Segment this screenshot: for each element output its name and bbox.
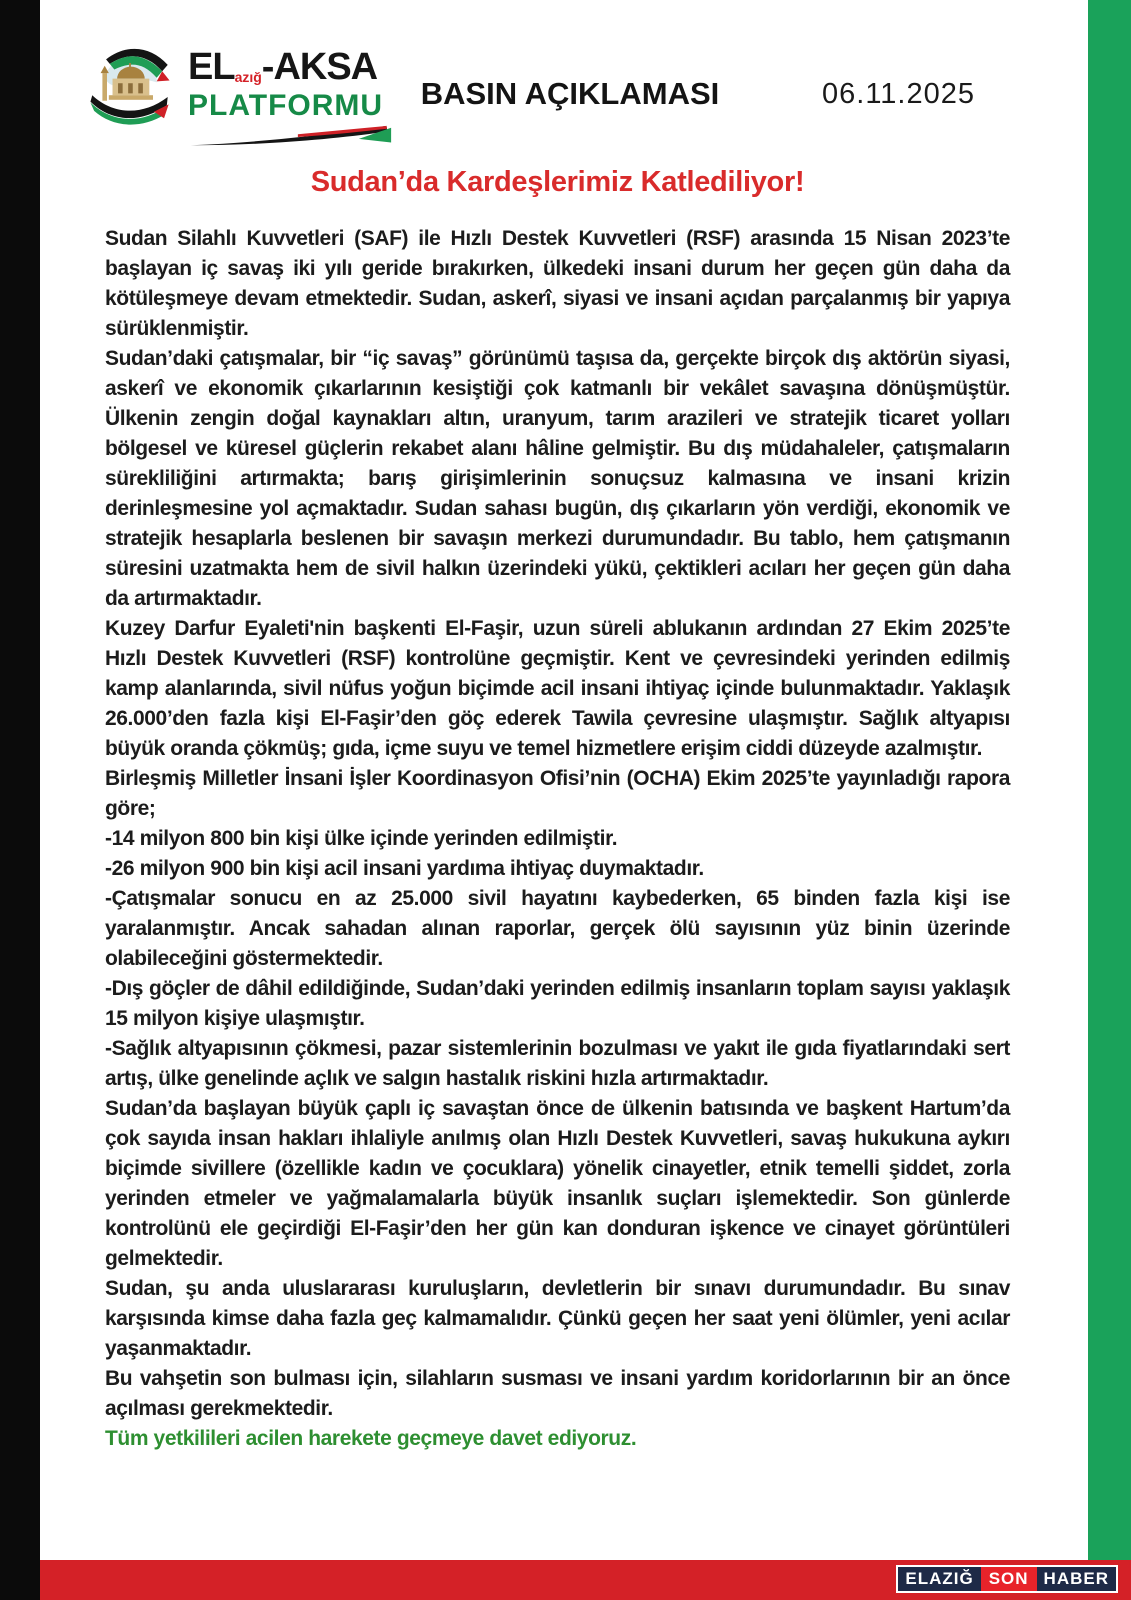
logo-platformu: PLATFORMU [188, 89, 384, 122]
paragraph: Sudan’da başlayan büyük çaplı iç savaştan önce de ülkenin batısında ve başkent Hartum’da çok sayıda insan hakları ihlaliyle anılmış olan Hızlı Destek Kuvvetleri, savaş hukukuna aykırı biçimde sivillere (özellikle kadın ve çocuklara) yönelik cinayetler, etnik temelli şiddet, zorla yerinden etmeler ve yağmalamalarla büyük insanlık suçları işlemektedir. Son günlerde kontrolünü ele geçirdiği El-Faşir’den her gün kan donduran işkence ve cinayet görüntüleri gelmektedir. [105, 1097, 1010, 1270]
list-item-paragraph: -Çatışmalar sonucu en az 25.000 sivil hayatını kaybederken, 65 binden fazla kişi ise yaralanmıştır. Ancak sahadan alınan raporlar, gerçek ölü sayısının yüz binin üzerinde olabileceğini göstermektedir. [105, 887, 1010, 970]
list-item-paragraph: -Dış göçler de dâhil edildiğinde, Sudan’daki yerinden edilmiş insanların toplam sayısı yaklaşık 15 milyon kişiye ulaşmıştır. [105, 977, 1010, 1030]
logo-aksa: -AKSA [261, 46, 378, 88]
badge-haber: HABER [1043, 1569, 1109, 1588]
document-title: Sudan’da Kardeşlerimiz Katlediliyor! [310, 166, 805, 198]
body-text [105, 224, 1010, 1454]
left-black-border [0, 0, 40, 1600]
closing-call-to-action: Tüm yetkilileri acilen harekete geçmeye davet ediyoruz. [105, 1427, 637, 1450]
aqsa-mosque-flag-emblem-icon [84, 40, 176, 132]
paragraph: Sudan’daki çatışmalar, bir “iç savaş” görünümü taşısa da, gerçekte birçok dış aktörün siyasi, askerî ve ekonomik çıkarlarının kesiştiği çok katmanlı bir vekâlet savaşına dönüşmüştür. Ülkenin zengin doğal kaynakları altın, uranyum, tarım arazileri ve stratejik ticaret yolları bölgesel ve küresel güçlerin rekabet alanı hâline gelmiştir. Bu dış müdahaleler, çatışmaların sürekliliğini artırmakta; barış girişimlerinin sonuçsuz kalmasına ve insani krizin derinleşmesine yol açmaktadır. Sudan sahası bugün, dış çıkarların yön verdiği, ekonomik ve stratejik hesaplarla beslenen bir savaşın merkezi durumundadır. Bu tablo, hem çatışmanın süresini uzatmakta hem de sivil halkın üzerindeki yükü, çektikleri acıları her geçen gün daha da artırmaktadır. [105, 347, 1010, 610]
paragraph: Kuzey Darfur Eyaleti'nin başkenti El-Faşir, uzun süreli ablukanın ardından 27 Ekim 2025’te Hızlı Destek Kuvvetleri (RSF) kontrolüne geçmiştir. Kent ve çevresindeki yerinden edilmiş kamp alanlarında, sivil nüfus yoğun biçimde acil insani ihtiyaç içinde bulunmaktadır. Yaklaşık 26.000’den fazla kişi El-Faşir’den göç ederek Tawila çevresine ulaşmıştır. Sağlık altyapısı büyük oranda çökmüş; gıda, içme suyu ve temel hizmetlere erişim ciddi düzeyde azalmıştır. [105, 617, 1010, 760]
right-green-border [1088, 0, 1131, 1560]
list-item-paragraph: -14 milyon 800 bin kişi ülke içinde yerinden edilmiştir. [105, 827, 618, 850]
badge-son: SON [981, 1567, 1037, 1591]
paragraph: Sudan Silahlı Kuvvetleri (SAF) ile Hızlı Destek Kuvvetleri (RSF) arasında 15 Nisan 2023’te başlayan iç savaş iki yılı geride bırakırken, ülkedeki insani durum her geçen gün daha da kötüleşmeye devam etmektedir. Sudan, askerî, siyasi ve insani açıdan parçalanmış bir yapıya sürüklenmiştir. [105, 227, 1010, 340]
badge-elazig: ELAZIĞ [905, 1569, 974, 1588]
press-release-date: 06.11.2025 [822, 78, 975, 110]
flag-ribbon-swoosh-icon [188, 125, 393, 149]
paragraph: Bu vahşetin son bulması için, silahların susması ve insani yardım koridorlarının bir an önce açılması gerekmektedir. [105, 1367, 1010, 1420]
paragraph: Sudan, şu anda uluslararası kuruluşların, devletlerin bir sınavı durumundadır. Bu sınav karşısında kimse daha fazla geç kalmamalıdır. Çünkü geçen her saat yeni ölümler, yeni acılar yaşanmaktadır. [105, 1277, 1010, 1360]
list-item-paragraph: -26 milyon 900 bin kişi acil insani yardıma ihtiyaç duymaktadır. [105, 857, 704, 880]
logo-el: EL [188, 46, 235, 88]
press-release-heading: BASIN AÇIKLAMASI [420, 76, 720, 111]
logo-azig-small: azığ [234, 69, 262, 85]
news-outlet-badge [896, 1565, 1118, 1593]
list-item-paragraph: -Sağlık altyapısının çökmesi, pazar sistemlerinin bozulması ve yakıt ile gıda fiyatlarındaki sert artış, ülke genelinde açlık ve salgın hastalık riskini hızla artırmaktadır. [105, 1037, 1010, 1090]
paragraph: Birleşmiş Milletler İnsani İşler Koordinasyon Ofisi’nin (OCHA) Ekim 2025’te yayınladığı rapora göre; [105, 767, 1010, 820]
